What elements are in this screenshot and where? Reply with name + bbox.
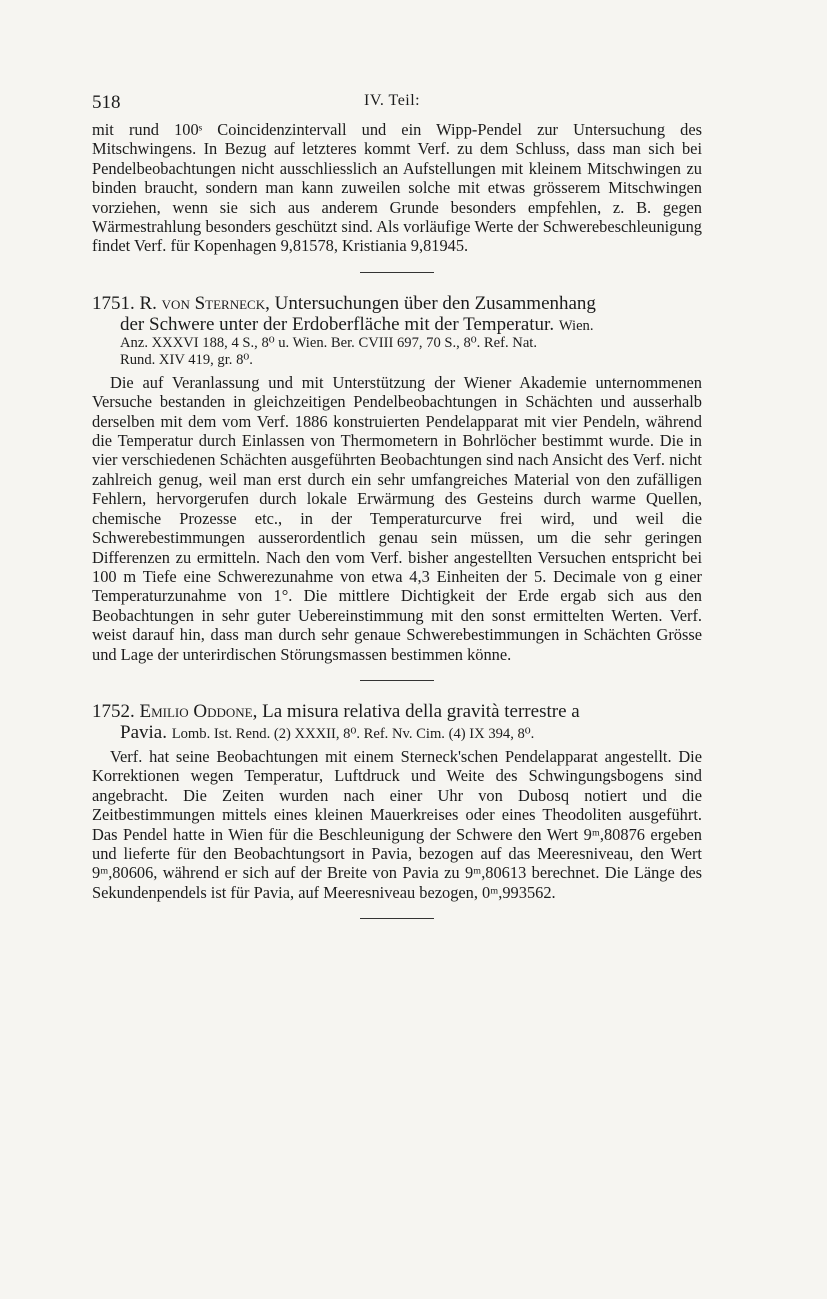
- entry-1752: [92, 701, 702, 902]
- entry-author: Emilio Oddone,: [139, 700, 258, 722]
- section-divider: [360, 918, 434, 919]
- intro-paragraph: mit rund 100ˢ Coincidenzintervall und ein Wipp-Pendel zur Untersuchung des Mitschwingens. In Bezug auf letzteres kommt Verf. zu dem Schluss, dass man sich bei Pendelbeobachtungen nicht ausschliesslich an Aufstellungen mit kleinem Mitschwingen zu binden braucht, sondern man kann zuweilen solche mit etwas grösserem Mitschwingen vorziehen, wenn sie sich aus anderem Grunde besonders empfehlen, z. B. gegen Wärmestrahlung besonders geschützt sind. Als vorläufige Werte der Schwerebeschleunigung findet Verf. für Kopenhagen 9,81578, Kristiania 9,81945.: [92, 120, 702, 256]
- entry-title-line1: Untersuchungen über den Zusammenhang: [274, 292, 596, 314]
- reference-line: Rund. XIV 419, gr. 8⁰.: [120, 351, 253, 368]
- page-header: [92, 92, 702, 120]
- section-divider: [360, 272, 434, 273]
- entry-author: R. von Sterneck,: [139, 292, 270, 314]
- reference-line: Anz. XXXVI 188, 4 S., 8⁰ u. Wien. Ber. CVIII 697, 70 S., 8⁰. Ref. Nat.: [120, 334, 537, 351]
- running-head: IV. Teil:: [364, 92, 421, 109]
- entry-reference-start: Wien.: [558, 317, 594, 334]
- entry-reference: Lomb. Ist. Rend. (2) XXXII, 8⁰. Ref. Nv. Cim. (4) IX 394, 8⁰.: [171, 725, 535, 742]
- entry-heading: [92, 293, 702, 335]
- page-number: 518: [92, 92, 121, 113]
- entry-title-line2: Pavia.: [120, 721, 167, 743]
- entry-title-line1: La misura relativa della gravità terrestre a: [262, 700, 580, 722]
- entry-body: Die auf Veranlassung und mit Unterstützung der Wiener Akademie unternommenen Versuche bestanden in gleichzeitigen Pendelbeobachtungen in Schächten und ausserhalb derselben mit dem vom Verf. 1886 konstruierten Pendelapparat mit vier Pendeln, während die Temperatur durch Einlassen von Thermometern in Bohrlöcher bestimmt wurde. Die in vier verschiedenen Schächten ausgeführten Beobachtungen sind nach Ansicht des Verf. nicht zahlreich genug, weil man erst durch ein sehr umfangreiches Material von den zufälligen Fehlern, hervorgerufen durch lokale Erwärmung des Gesteins durch warme Quellen, chemische Prozesse etc., in der Temperaturcurve frei wird, und weil die Schwerebestimmungen ausserordentlich genau sein müssen, um die sehr geringen Differenzen zu ermitteln. Nach den vom Verf. bisher angestellten Versuchen entspricht bei 100 m Tiefe eine Schwerezunahme von etwa 4,3 Einheiten der 5. Decimale von g einer Temperaturzunahme von 1°. Die mittlere Dichtigkeit der Erde ergab sich aus den Beobachtungen in sehr guter Uebereinstimmung mit den sonst ermittelten Werten. Verf. weist darauf hin, dass man durch sehr genaue Schwerebestimmungen in Schächten Grösse und Lage der unterirdischen Störungsmassen bestimmen könne.: [92, 372, 702, 664]
- page: [92, 92, 702, 939]
- entry-number: 1752.: [92, 700, 135, 722]
- entry-title-line2: der Schwere unter der Erdoberfläche mit der Temperatur.: [120, 313, 555, 335]
- entry-1751: [92, 293, 702, 664]
- entry-heading: [92, 701, 702, 743]
- entry-body: Verf. hat seine Beobachtungen mit einem Sterneck'schen Pendelapparat angestellt. Die Korrektionen wegen Temperatur, Luftdruck und Weite des Schwingungsbogens sind angebracht. Die Zeiten wurden nach einer Uhr von Dubosq notiert und die Zeitbestimmungen mittels eines kleinen Mauerkreises oder eines Theodoliten ausgeführt. Das Pendel hatte in Wien für die Beschleunigung der Schwere den Wert 9ᵐ,80876 ergeben und lieferte für den Beobachtungsort in Pavia, bezogen auf das Meeresniveau, den Wert 9ᵐ,80606, während er sich auf der Breite von Pavia zu 9ᵐ,80613 berechnet. Die Länge des Sekundenpendels ist für Pavia, auf Meeresniveau bezogen, 0ᵐ,993562.: [92, 746, 702, 902]
- section-divider: [360, 680, 434, 681]
- entry-number: 1751.: [92, 292, 135, 314]
- entry-reference: [92, 335, 702, 369]
